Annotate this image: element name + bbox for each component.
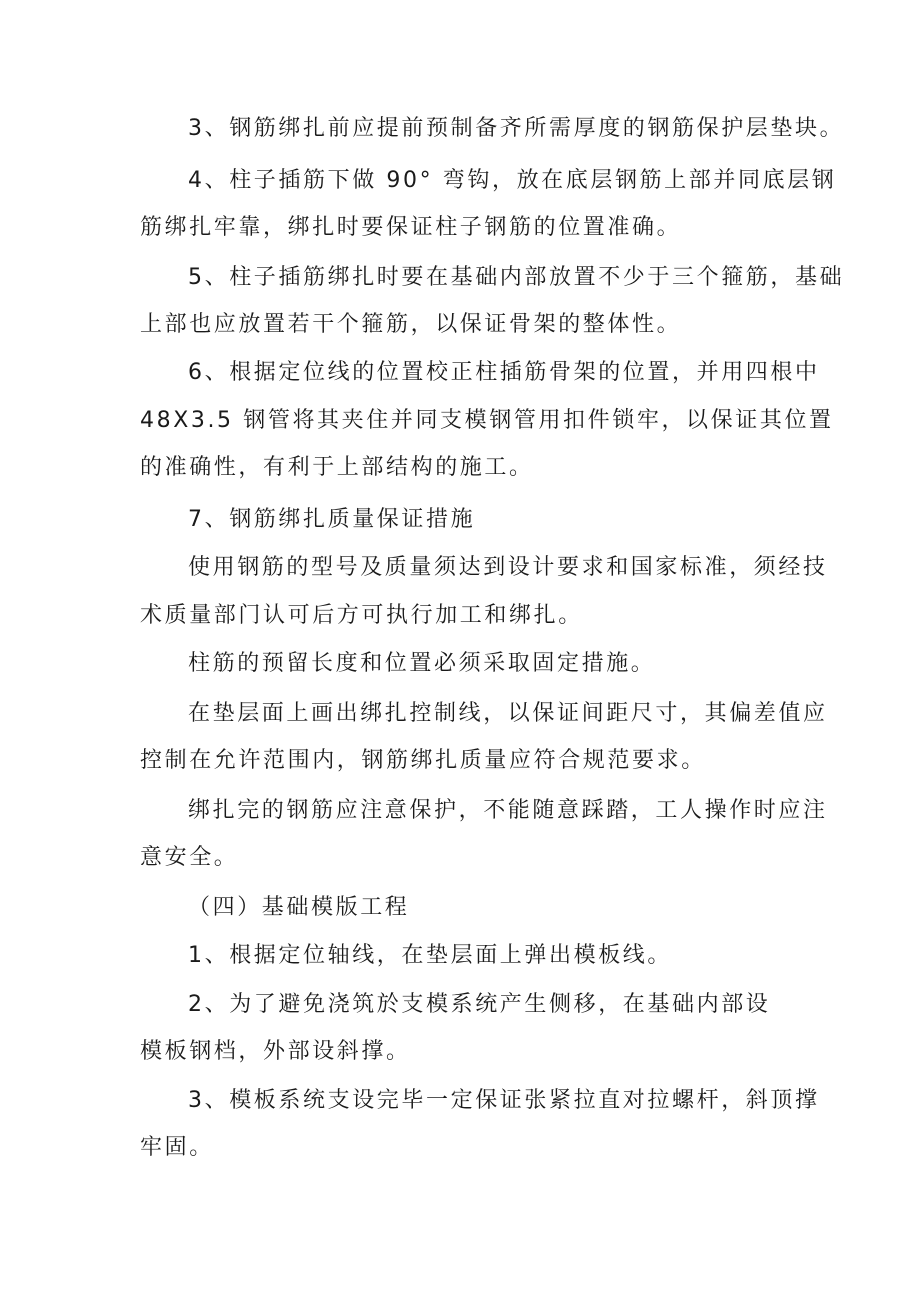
text-line: 4、柱子插筋下做 90° 弯钩，放在底层钢筋上部并同底层钢 xyxy=(188,168,837,193)
text-line: 3、模板系统支设完毕一定保证张紧拉直对拉螺杆，斜顶撑 xyxy=(188,1088,820,1113)
text-line: 5、柱子插筋绑扎时要在基础内部放置不少于三个箍筋，基础 xyxy=(188,265,845,290)
text-line: 7、钢筋绑扎质量保证措施 xyxy=(188,507,476,532)
text-line: 48X3.5 钢管将其夹住并同支模钢管用扣件锁牢，以保证其位置 xyxy=(140,408,834,433)
section-heading: （四）基础模版工程 xyxy=(188,895,410,920)
text-line: 柱筋的预留长度和位置必须采取固定措施。 xyxy=(188,651,656,676)
text-line: 术质量部门认可后方可执行加工和绑扎。 xyxy=(140,603,583,628)
text-line: 在垫层面上画出绑扎控制线，以保证间距尺寸，其偏差值应 xyxy=(188,701,828,726)
text-line: 的准确性，有利于上部结构的施工。 xyxy=(140,455,534,480)
text-line: 2、为了避免浇筑於支模系统产生侧移，在基础内部设 xyxy=(188,992,771,1017)
text-line: 上部也应放置若干个箍筋，以保证骨架的整体性。 xyxy=(140,312,682,337)
text-line: 牢固。 xyxy=(140,1135,214,1160)
text-line: 使用钢筋的型号及质量须达到设计要求和国家标准，须经技 xyxy=(188,555,828,580)
text-line: 1、根据定位轴线，在垫层面上弹出模板线。 xyxy=(188,943,672,968)
text-line: 意安全。 xyxy=(140,845,239,870)
text-line: 控制在允许范围内，钢筋绑扎质量应符合规范要求。 xyxy=(140,748,706,773)
text-line: 6、根据定位线的位置校正柱插筋骨架的位置，并用四根中 xyxy=(188,360,820,385)
text-line: 3、钢筋绑扎前应提前预制备齐所需厚度的钢筋保护层垫块。 xyxy=(188,116,845,141)
text-line: 模板钢档，外部设斜撑。 xyxy=(140,1039,411,1064)
text-line: 筋绑扎牢靠，绑扎时要保证柱子钢筋的位置准确。 xyxy=(140,215,682,240)
text-line: 绑扎完的钢筋应注意保护，不能随意踩踏，工人操作时应注 xyxy=(188,798,828,823)
